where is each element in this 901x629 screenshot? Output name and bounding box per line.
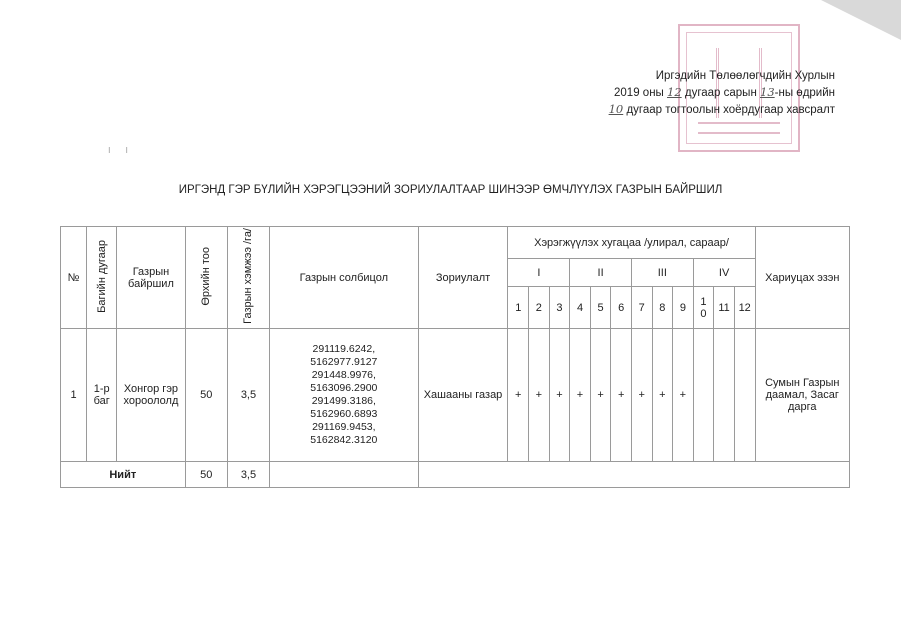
- schedule-mark: +: [673, 329, 694, 462]
- schedule-mark: +: [631, 329, 652, 462]
- cell-area: 3,5: [227, 329, 269, 462]
- total-row: [61, 462, 850, 488]
- cell-no: 1: [61, 329, 87, 462]
- total-area: 3,5: [227, 462, 269, 488]
- header-purpose: Зориулалт: [418, 227, 508, 329]
- schedule-mark: +: [570, 329, 591, 462]
- month-header: 8: [652, 287, 673, 329]
- annex-line-1: Иргэдийн Төлөөлөгчдийн Хурлын: [655, 70, 835, 82]
- coord-line: 291499.3186,: [311, 395, 376, 407]
- annex-line-3: 10 дугаар тогтоолын хоёрдугаар хавсралт: [608, 102, 835, 116]
- page-corner-shadow: [821, 0, 901, 40]
- cell-households: 50: [185, 329, 227, 462]
- cell-responsible: Сумын Газрын даамал, Засаг дарга: [755, 329, 849, 462]
- quarter-header: IV: [693, 259, 755, 287]
- schedule-mark: +: [508, 329, 529, 462]
- month-header: 4: [570, 287, 591, 329]
- handwritten-day: 13: [760, 85, 775, 99]
- month-header-10: 1 0: [693, 287, 714, 329]
- header-no: №: [61, 227, 87, 329]
- total-label: Нийт: [61, 462, 186, 488]
- header-coords: Газрын солбицол: [270, 227, 418, 329]
- total-empty: [270, 462, 418, 488]
- month-header: 9: [673, 287, 694, 329]
- month-header: 5: [590, 287, 611, 329]
- annex-header: [609, 68, 835, 118]
- schedule-mark: [714, 329, 735, 462]
- handwritten-resolution-number: 10: [608, 102, 624, 116]
- quarter-header: III: [631, 259, 693, 287]
- schedule-mark: +: [549, 329, 570, 462]
- month-header: 11: [714, 287, 735, 329]
- table-row: [61, 329, 850, 462]
- month-header: 2: [529, 287, 550, 329]
- annex-line-2: 2019 оны 12 дугаар сарын 13-ны өдрийн: [614, 85, 835, 99]
- cell-bag: 1-р баг: [87, 329, 117, 462]
- schedule-mark: [693, 329, 714, 462]
- total-households: 50: [185, 462, 227, 488]
- schedule-mark: [734, 329, 755, 462]
- cell-purpose: Хашааны газар: [418, 329, 508, 462]
- month-header: 6: [611, 287, 632, 329]
- header-bag: Багийн дугаар: [87, 227, 117, 329]
- quarter-header: II: [570, 259, 632, 287]
- land-allocation-table: [60, 226, 850, 488]
- header-location: Газрын байршил: [117, 227, 185, 329]
- cell-coords: [270, 329, 418, 462]
- schedule-mark: +: [590, 329, 611, 462]
- stray-marks: ו ו: [108, 145, 134, 156]
- handwritten-month: 12: [667, 85, 682, 99]
- month-header: 7: [631, 287, 652, 329]
- header-responsible: Хариуцах эзэн: [755, 227, 849, 329]
- month-header: 1: [508, 287, 529, 329]
- header-households: Өрхийн тоо: [185, 227, 227, 329]
- coord-line: 5163096.2900: [310, 382, 378, 394]
- coord-line: 5162842.3120: [310, 434, 378, 446]
- schedule-mark: +: [529, 329, 550, 462]
- stamp-bar: [698, 122, 780, 134]
- coord-line: 291448.9976,: [311, 369, 376, 381]
- header-schedule: Хэрэгжүүлэх хугацаа /улирал, сараар/: [508, 227, 755, 259]
- header-area: Газрын хэмжээ /га/: [227, 227, 269, 329]
- schedule-mark: +: [652, 329, 673, 462]
- document-title: ИРГЭНД ГЭР БҮЛИЙН ХЭРЭГЦЭЭНИЙ ЗОРИУЛАЛТААР ШИНЭЭР ӨМЧЛҮҮЛЭХ ГАЗРЫН БАЙРШИЛ: [178, 184, 723, 196]
- month-header: 12: [734, 287, 755, 329]
- month-header: 3: [549, 287, 570, 329]
- quarter-header: I: [508, 259, 570, 287]
- schedule-mark: +: [611, 329, 632, 462]
- cell-location: Хонгор гэр хороололд: [117, 329, 185, 462]
- total-empty: [418, 462, 849, 488]
- coord-line: 291119.6242,: [312, 343, 376, 355]
- coord-line: 5162977.9127: [310, 356, 378, 368]
- coord-line: 291169.9453,: [312, 421, 376, 433]
- coord-line: 5162960.6893: [310, 408, 378, 420]
